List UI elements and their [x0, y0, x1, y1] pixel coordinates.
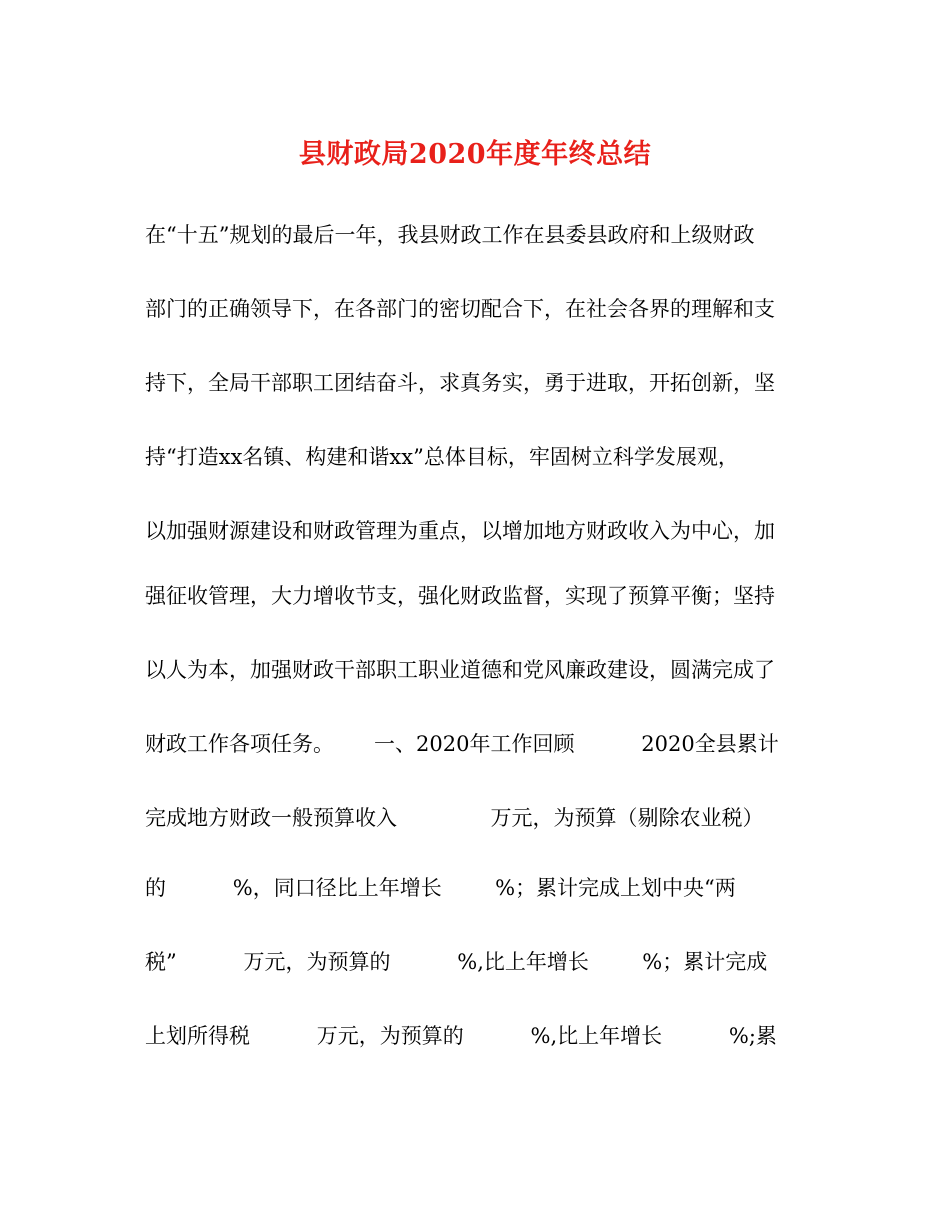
paragraph-line: 强征收管理，大力增收节支，强化财政监督，实现了预算平衡；坚持	[145, 584, 775, 608]
paragraph-line: 上划所得税 万元，为预算的 %,比上年增长 %;累	[145, 1024, 777, 1048]
paragraph-line: 的 %，同口径比上年增长 %；累计完成上划中央“两	[145, 876, 736, 900]
paragraph-line: 以加强财源建设和财政管理为重点，以增加地方财政收入为中心，加	[145, 519, 775, 543]
paragraph-line: 财政工作各项任务。 一、2020年工作回顾 2020全县累计	[145, 732, 779, 756]
document-title: 县财政局2020年度年终总结	[298, 139, 652, 170]
paragraph-line: 持下，全局干部职工团结奋斗，求真务实，勇于进取，开拓创新，坚	[145, 371, 775, 395]
paragraph-line: 部门的正确领导下，在各部门的密切配合下，在社会各界的理解和支	[145, 297, 775, 321]
paragraph-line: 以人为本，加强财政干部职工职业道德和党风廉政建设，圆满完成了	[145, 658, 775, 682]
paragraph-line: 持“打造xx名镇、构建和谐xx”总体目标，牢固树立科学发展观，	[145, 445, 739, 469]
paragraph-line: 税” 万元，为预算的 %,比上年增长 %；累计完成	[145, 950, 768, 974]
paragraph-line: 在“十五”规划的最后一年，我县财政工作在县委县政府和上级财政	[145, 223, 755, 247]
paragraph-line: 完成地方财政一般预算收入 万元，为预算（剔除农业税）	[145, 806, 764, 830]
